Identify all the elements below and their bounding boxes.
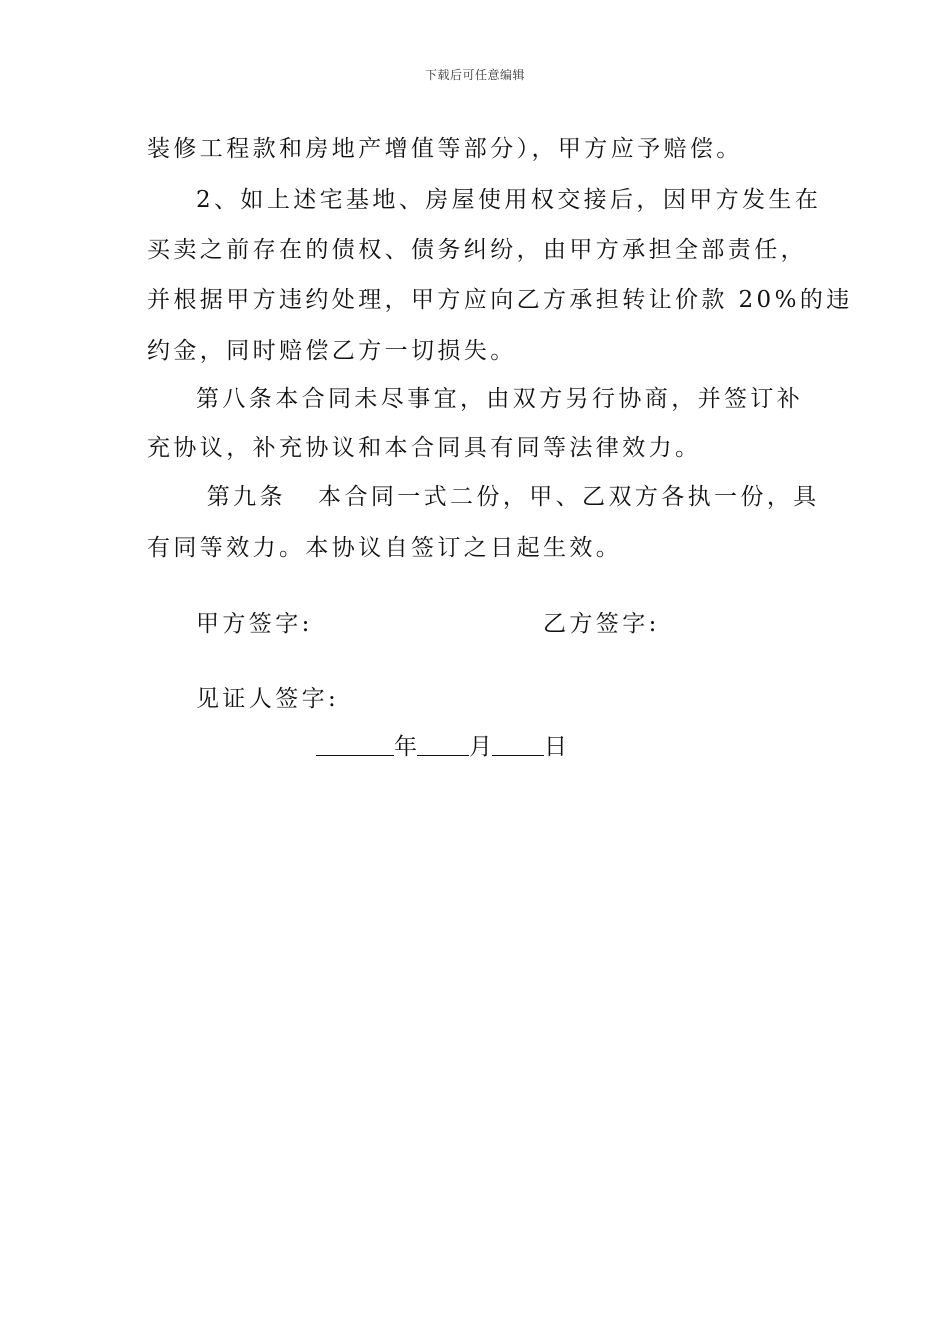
body-text-line: 充协议，补充协议和本合同具有同等法律效力。 bbox=[147, 435, 702, 461]
clause-eight-line: 第八条本合同未尽事宜，由双方另行协商，并签订补 bbox=[196, 386, 804, 412]
body-text-line: 2、如上述宅基地、房屋使用权交接后，因甲方发生在 bbox=[196, 187, 822, 213]
day-label: 日 bbox=[544, 734, 567, 760]
body-text-line: 装修工程款和房地产增值等部分），甲方应予赔偿。 bbox=[147, 136, 743, 162]
month-label: 月 bbox=[469, 734, 492, 760]
clause-nine-line: 第九条 本合同一式二份，甲、乙双方各执一份，具 bbox=[196, 484, 820, 510]
body-text-line: 约金，同时赔偿乙方一切损失。 bbox=[147, 338, 517, 364]
witness-signature-label: 见证人签字: bbox=[196, 686, 340, 712]
body-text-line: 并根据甲方违约处理，甲方应向乙方承担转让价款 20%的违 bbox=[147, 287, 853, 313]
party-a-signature-label: 甲方签字: bbox=[196, 611, 313, 637]
year-blank[interactable] bbox=[316, 731, 394, 756]
body-text-line: 有同等效力。本协议自签订之日起生效。 bbox=[147, 535, 623, 561]
party-b-signature-label: 乙方签字: bbox=[543, 611, 660, 637]
day-blank[interactable] bbox=[492, 731, 544, 756]
date-line bbox=[316, 731, 567, 762]
page-header-watermark: 下载后可任意编辑 bbox=[424, 68, 525, 82]
body-text-line: 买卖之前存在的债权、债务纠纷，由甲方承担全部责任， bbox=[147, 237, 807, 263]
year-label: 年 bbox=[394, 734, 417, 760]
month-blank[interactable] bbox=[417, 731, 469, 756]
